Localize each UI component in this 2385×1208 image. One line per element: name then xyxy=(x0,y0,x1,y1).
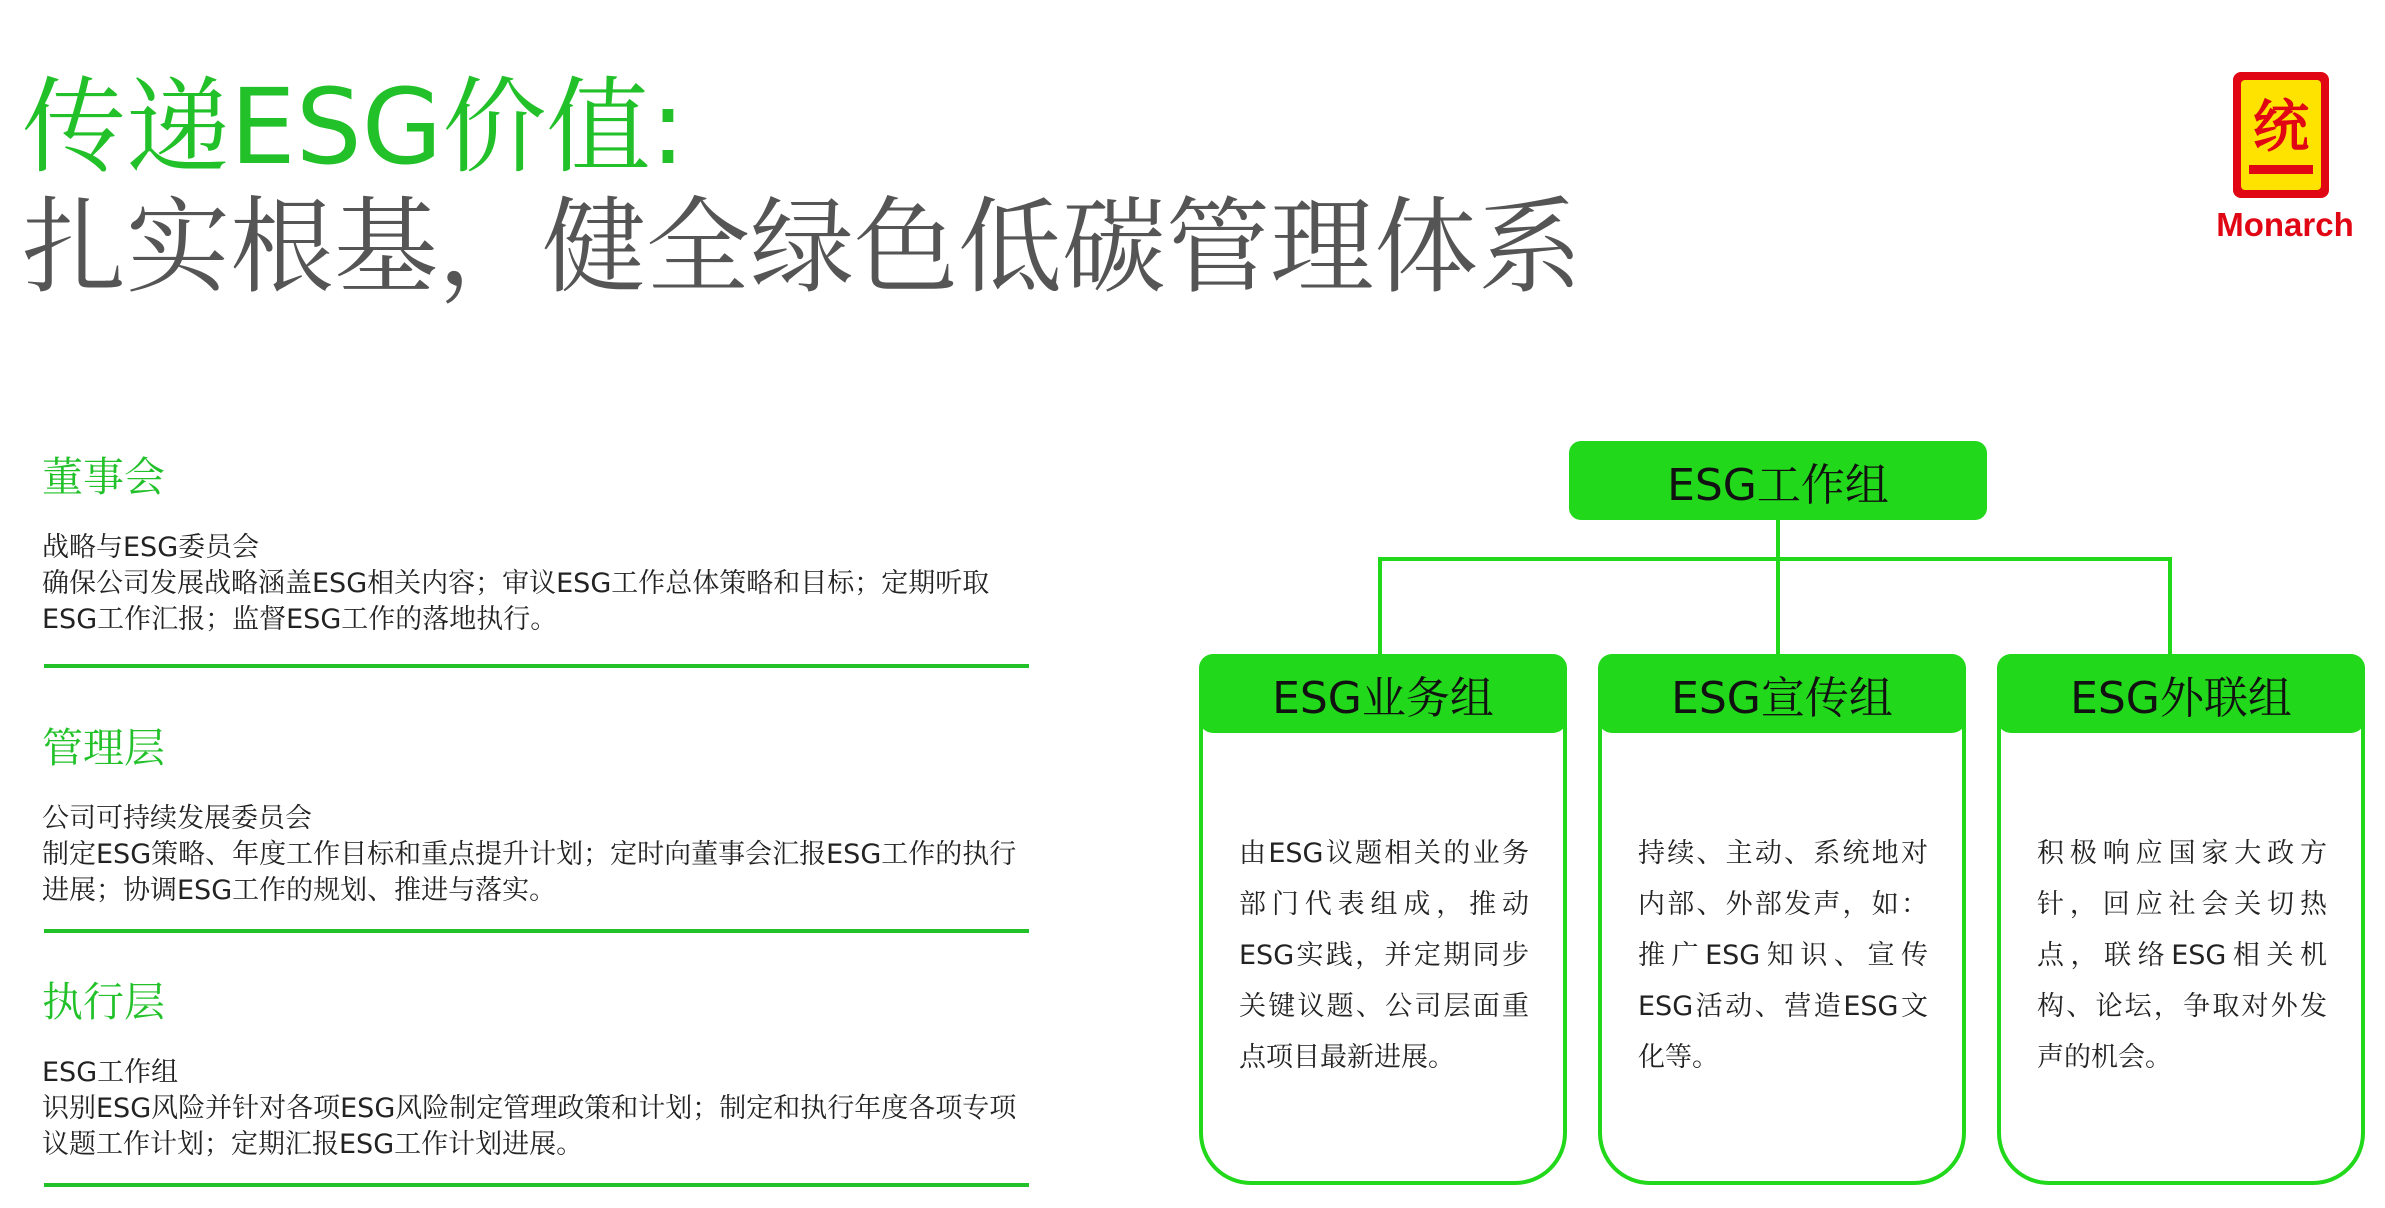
card-title: ESG外联组 xyxy=(1997,654,2365,733)
page-title-line1: 传递ESG价值: xyxy=(22,66,686,188)
section-divider xyxy=(44,929,1029,933)
connector-left xyxy=(1378,557,1382,656)
card-description: 持续、主动、系统地对内部、外部发声，如：推广ESG知识、宣传ESG活动、营造ESG文化等。 xyxy=(1638,838,1928,1073)
section-divider xyxy=(44,1183,1029,1187)
level-description: 识别ESG风险并针对各项ESG风险制定管理政策和计划；制定和执行年度各项专项议题工作计划；定期汇报ESG工作计划进展。 xyxy=(42,1093,1017,1160)
level-management xyxy=(42,723,1042,909)
connector-middle xyxy=(1776,557,1780,656)
level-board xyxy=(42,452,1042,638)
level-subtitle: 公司可持续发展委员会 xyxy=(42,803,312,834)
level-description: 确保公司发展战略涵盖ESG相关内容；审议ESG工作总体策略和目标；定期听取ESG工作汇报；监督ESG工作的落地执行。 xyxy=(42,568,990,635)
card-description: 积极响应国家大政方针，回应社会关切热点，联络ESG相关机构、论坛，争取对外发声的机会。 xyxy=(2037,838,2327,1073)
connector-right xyxy=(2168,557,2172,656)
level-execution xyxy=(42,977,1042,1163)
org-top-node: ESG工作组 xyxy=(1569,441,1987,520)
connector-trunk xyxy=(1776,520,1780,560)
org-card-business xyxy=(1199,654,1567,1185)
level-description: 制定ESG策略、年度工作目标和重点提升计划；定时向董事会汇报ESG工作的执行进展；协调ESG工作的规划、推进与落实。 xyxy=(42,839,1017,906)
logo-emblem xyxy=(2233,72,2329,198)
card-description: 由ESG议题相关的业务部门代表组成，推动ESG实践，并定期同步关键议题、公司层面重点项目最新进展。 xyxy=(1239,838,1529,1073)
level-subtitle: ESG工作组 xyxy=(42,1057,179,1088)
card-title: ESG宣传组 xyxy=(1598,654,1966,733)
section-divider xyxy=(44,664,1029,668)
connector-horizontal xyxy=(1378,557,2171,561)
logo-bar xyxy=(2249,165,2313,174)
logo-char: 统 xyxy=(2253,94,2309,160)
org-card-publicity xyxy=(1598,654,1966,1185)
logo-text: Monarch xyxy=(2216,206,2354,243)
level-title: 管理层 xyxy=(42,724,165,772)
monarch-logo xyxy=(2210,72,2360,252)
page-title-line2: 扎实根基，健全绿色低碳管理体系 xyxy=(22,186,1583,308)
level-subtitle: 战略与ESG委员会 xyxy=(42,532,260,563)
org-card-external xyxy=(1997,654,2365,1185)
level-title: 董事会 xyxy=(42,453,165,501)
card-title: ESG业务组 xyxy=(1199,654,1567,733)
level-title: 执行层 xyxy=(42,978,165,1026)
